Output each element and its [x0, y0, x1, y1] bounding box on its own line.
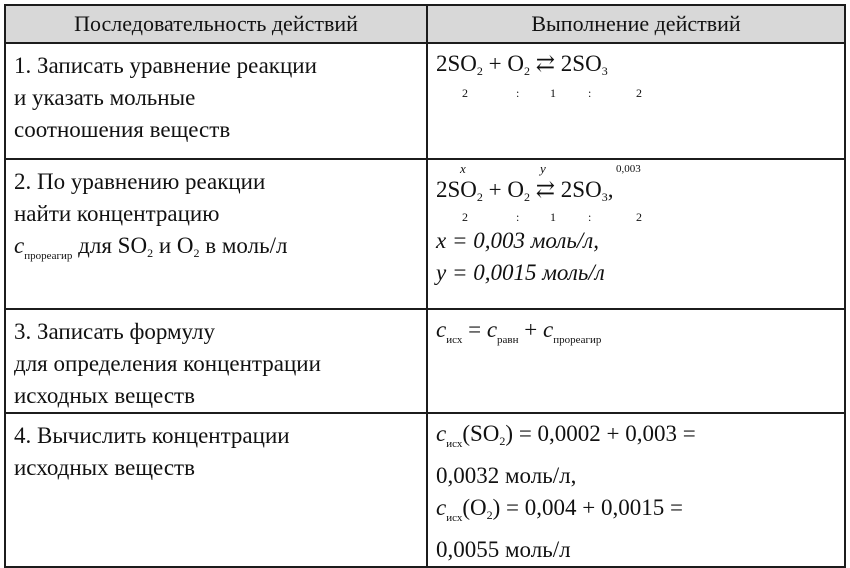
- step-line: исходных веществ: [14, 455, 195, 480]
- step-line: 2. По уравнению реакции: [14, 169, 266, 194]
- step-cell: [5, 413, 427, 567]
- step-line: исходных веществ: [14, 383, 195, 408]
- reaction-equation: $2SO_2 + O_2$ ⇄ $2SO_3$,: [436, 177, 614, 204]
- table-row: [5, 43, 845, 159]
- step-cell: [5, 159, 427, 309]
- step-line: для определения концентрации: [14, 351, 321, 376]
- step-line: 1. Записать уравнение реакции: [14, 53, 317, 78]
- table-header-row: [5, 5, 845, 43]
- execution-cell: [427, 43, 845, 159]
- step-line: 3. Записать формулу: [14, 319, 216, 344]
- step-line: $c_{прореагир}$ для $SO_2$ и $O_2$ в моль/л: [14, 233, 288, 262]
- y-result: y = 0,0015 моль/л: [436, 260, 605, 285]
- table-row: [5, 413, 845, 567]
- action-table: [4, 4, 846, 568]
- molar-ratios: 2 : 1 : 2: [462, 86, 642, 100]
- equilibrium-arrow-icon: ⇄: [535, 51, 556, 76]
- execution-cell: [427, 309, 845, 413]
- step-cell: [5, 309, 427, 413]
- header-col-sequence: Последовательность действий: [5, 5, 427, 43]
- so2-result: 0,0032 моль/л,: [436, 463, 577, 488]
- concentration-formula: $c_{исх} = c_{равн} + c_{прореагир}$: [436, 317, 602, 346]
- so2-calculation: $c_{исх}(SO_2) = 0,0002 + 0,003$ =: [436, 421, 696, 450]
- header-col-execution: Выполнение действий: [427, 5, 845, 43]
- o2-calculation: $c_{исх}(O_2) = 0,004 + 0,0015$ =: [436, 495, 683, 524]
- step-line: соотношения веществ: [14, 117, 231, 142]
- step-line: 4. Вычислить концентрации: [14, 423, 290, 448]
- step-line: и указать мольные: [14, 85, 196, 110]
- table-row: [5, 159, 845, 309]
- equilibrium-arrow-icon: ⇄: [535, 177, 556, 202]
- table-row: [5, 309, 845, 413]
- reaction-equation: $2SO_2 + O_2$ ⇄ $2SO_3$: [436, 51, 608, 78]
- step-cell: [5, 43, 427, 159]
- x-result: x = 0,003 моль/л,: [436, 228, 599, 253]
- execution-cell: [427, 159, 845, 309]
- step-line: найти концентрацию: [14, 201, 220, 226]
- molar-ratios: 2 : 1 : 2: [462, 210, 642, 224]
- unknowns-above: x y 0,003: [460, 161, 641, 176]
- o2-result: 0,0055 моль/л: [436, 537, 571, 562]
- execution-cell: [427, 413, 845, 567]
